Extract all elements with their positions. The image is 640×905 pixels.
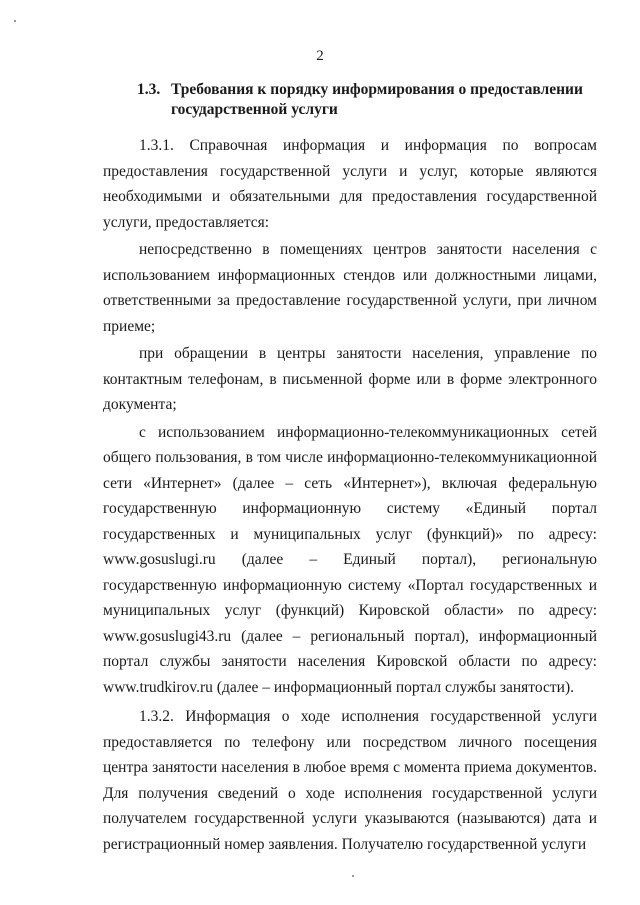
- page-number: 2: [316, 48, 324, 64]
- body-text: [103, 133, 597, 857]
- scan-speck: [352, 875, 354, 877]
- section-title-line-2: государственной услуги: [171, 101, 338, 118]
- paragraph-internet: с использованием информационно-телекоммуникационных сетей общего пользования, в том числе информационно-телекоммуникационной сети «Интернет» (далее – сеть «Интернет»), включая федеральную государственную информационную систему «Единый портал государственных и муниципальных услуг (функций)» по адресу: www.gosuslugi.ru (далее – Единый портал), региональную государственную информационную систему «Портал государственных и муниципальных услуг (функций) Кировской области» по адресу: www.gosuslugi43.ru (далее – региональный портал), информационный портал службы занятости населения Кировской области по адресу: www.trudkirov.ru (далее – информационный портал службы занятости).: [103, 423, 597, 696]
- section-title-line-1: Требования к порядку информирования о предоставлении: [171, 81, 583, 98]
- paragraph-1-3-1: 1.3.1. Справочная информация и информация по вопросам предоставления государственной услуги и услуг, которые являются необходимыми и обязательными для предоставления государственной услуги, предоставляется:: [103, 137, 597, 231]
- section-number: 1.3.: [137, 81, 161, 98]
- paragraph-by-phone: при обращении в центры занятости населения, управление по контактным телефонам, в письменной форме или в форме электронного документа;: [103, 345, 597, 413]
- section-title: [137, 80, 597, 120]
- paragraph-in-premises: непосредственно в помещениях центров занятости населения с использованием информационных стендов или должностными лицами, ответственными за предоставление государственной услуги, при личном приеме;: [103, 241, 597, 335]
- scan-speck: [14, 20, 16, 22]
- paragraph-1-3-2: 1.3.2. Информация о ходе исполнения государственной услуги предоставляется по телефону или посредством личного посещения центра занятости населения в любое время с момента приема документов. Для получения сведений о ходе исполнения государственной услуги получателем государственной услуги указываются (называются) дата и регистрационный номер заявления. Получателю государственной услуги: [103, 708, 597, 853]
